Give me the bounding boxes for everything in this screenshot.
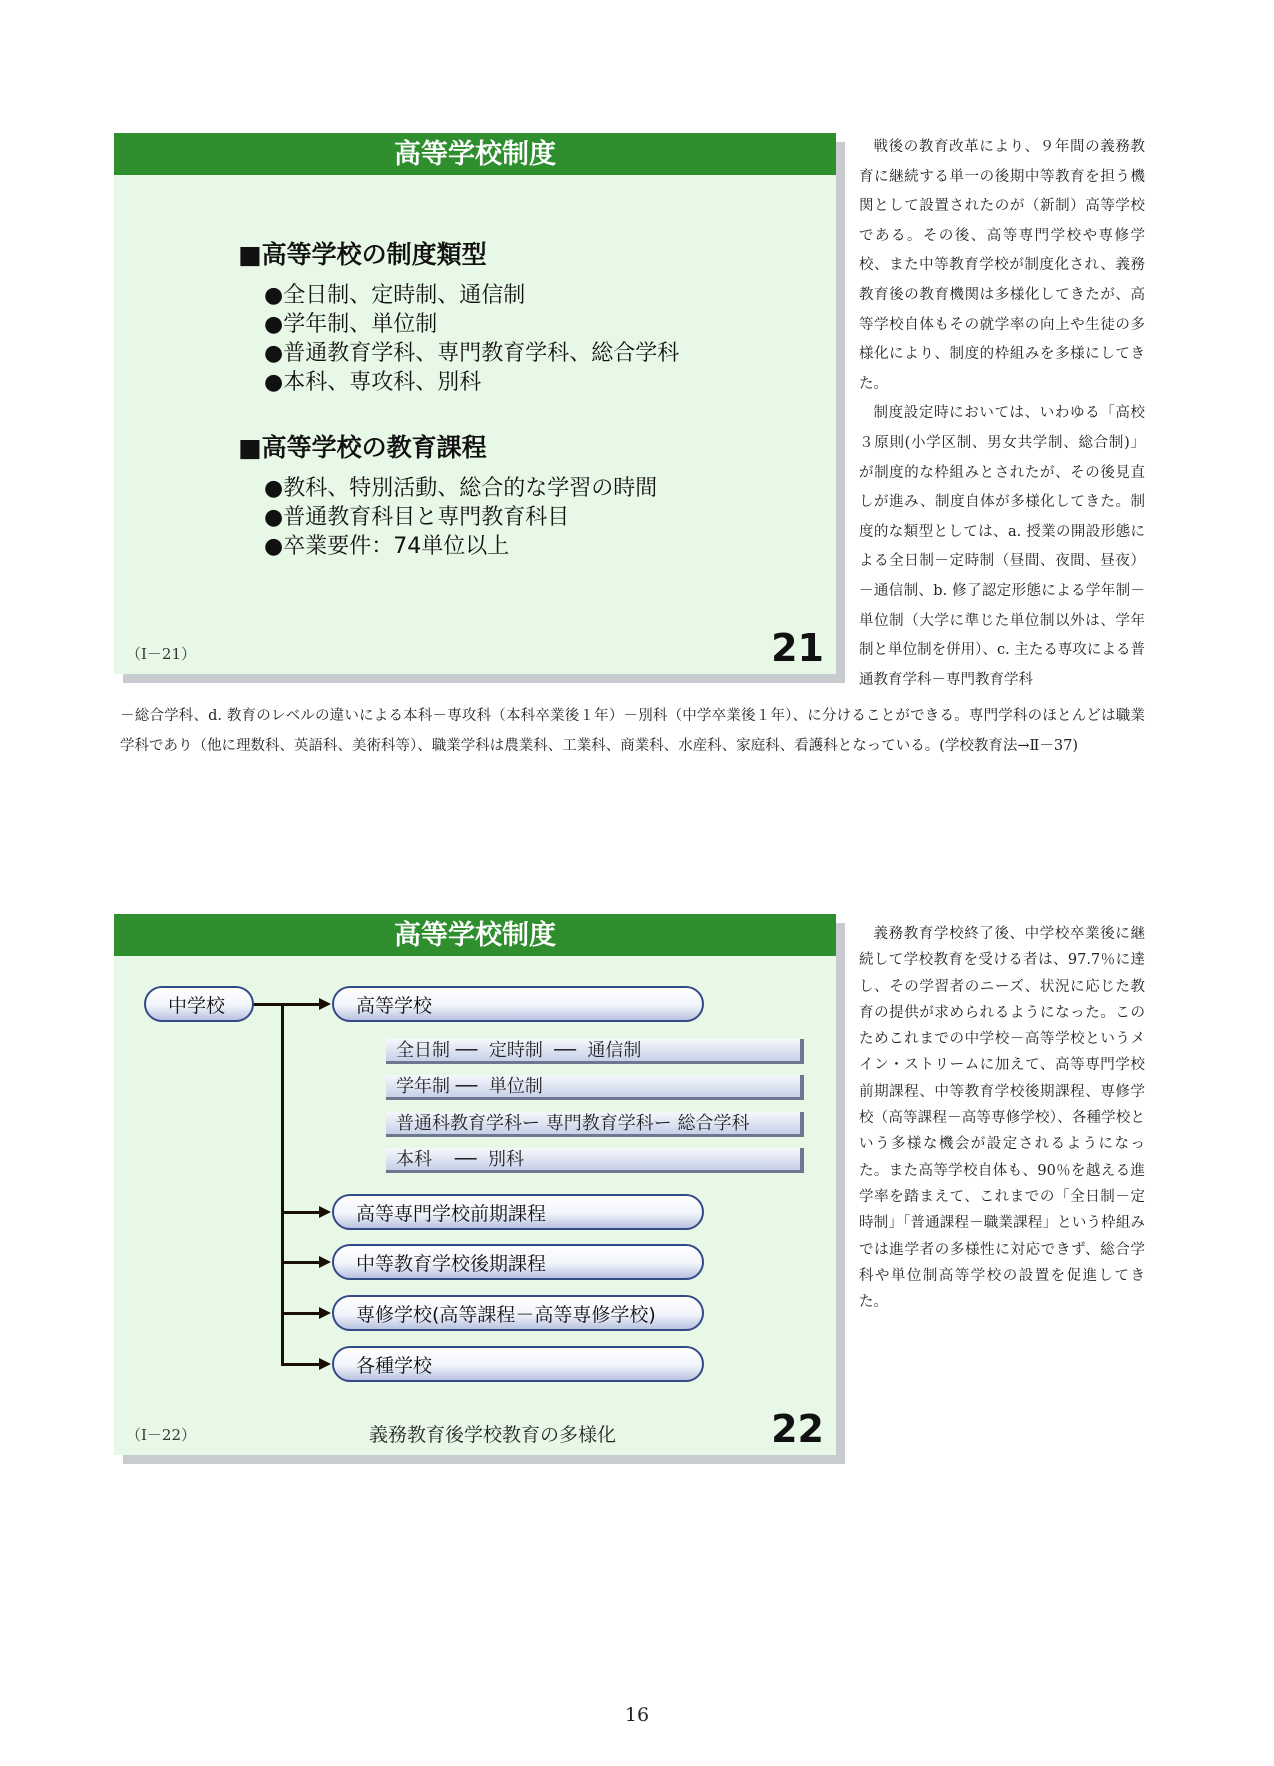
node-secondary-school: 中等教育学校後期課程	[332, 1244, 704, 1280]
arrow-icon	[319, 1206, 331, 1218]
node-high-school: 高等学校	[332, 986, 704, 1022]
connector-trunk	[281, 1328, 284, 1364]
text-column-1	[859, 133, 1145, 695]
subtype-row: 全日制 ── 定時制 ── 通信制	[386, 1039, 804, 1064]
list-item: ● 学年制、単位制	[264, 310, 679, 339]
slide-code: （Ⅰ－21）	[126, 645, 197, 663]
types-list	[264, 281, 679, 397]
paragraph: 戦後の教育改革により、９年間の義務教育に継続する単一の後期中等教育を担う機関として設置されたのが（新制）高等学校である。その後、高等専門学校や専修学校、また中等教育学校が制度化され、義務教育後の教育機関は多様化してきたが、高等学校自体もその就学率の向上や生徒の多様化により、制度的枠組みを多様にしてきた。	[859, 139, 1145, 392]
subtype-row: 普通科教育学科ー 専門教育学科ー 総合学科	[386, 1112, 804, 1137]
connector-line	[281, 1363, 321, 1366]
list-item: ● 全日制、定時制、通信制	[264, 281, 679, 310]
slide-number: 22	[771, 1407, 824, 1451]
slide-22	[114, 914, 836, 1455]
connector-line	[281, 1312, 321, 1315]
arrow-icon	[319, 1256, 331, 1268]
subtype-row: 学年制 ── 単位制	[386, 1075, 804, 1100]
arrow-icon	[319, 1307, 331, 1319]
node-specialized-school: 専修学校(高等課程－高等専修学校)	[332, 1295, 704, 1331]
text-continuation: －総合学科、d. 教育のレベルの違いによる本科－専攻科（本科卒業後１年）－別科（中学卒業後１年）、に分けることができる。専門学科のほとんどは職業学科であり（他に理数科、英語科、美術科等）、職業学科は農業科、工業科、商業科、水産科、家庭科、看護科となっている。(学校教育法→Ⅱ－37)	[120, 708, 1145, 754]
node-kosen: 高等専門学校前期課程	[332, 1194, 704, 1230]
node-junior-high: 中学校	[144, 986, 254, 1022]
list-item: ● 本科、専攻科、別科	[264, 368, 679, 397]
arrow-icon	[319, 1358, 331, 1370]
curriculum-list	[264, 474, 657, 561]
list-item: ● 普通教育科目と専門教育科目	[264, 503, 657, 532]
node-misc-school: 各種学校	[332, 1346, 704, 1382]
page-number: 16	[624, 1704, 650, 1726]
slide-21	[114, 133, 836, 674]
section-heading-curriculum: ■高等学校の教育課程	[238, 433, 487, 462]
slide-title: 高等学校制度	[114, 914, 836, 956]
subtype-row: 本科 ── 別科	[386, 1148, 804, 1173]
section-heading-types: ■高等学校の制度類型	[238, 240, 487, 269]
slide-code: （Ⅰ－22）	[126, 1426, 197, 1444]
slide-number: 21	[771, 626, 824, 670]
connector-line	[281, 1261, 321, 1264]
paragraph: 制度設定時においては、いわゆる「高校３原則(小学区制、男女共学制、総合制)」が制度的な枠組みとされたが、その後見直しが進み、制度自体が多様化してきた。制度的な類型としては、a. 授業の開設形態による全日制－定時制（昼間、夜間、昼夜）－通信制、b. 修了認定形態による学年制－単位制（大学に準じた単位制以外は、学年制と単位制を併用）、c. 主たる専攻による普通教育学科－専門教育学科	[859, 405, 1145, 688]
connector-trunk	[281, 1003, 284, 1330]
list-item: ● 教科、特別活動、総合的な学習の時間	[264, 474, 657, 503]
arrow-icon	[319, 998, 331, 1010]
connector-line	[281, 1211, 321, 1214]
text-column-2	[859, 921, 1145, 1315]
paragraph: 義務教育学校終了後、中学校卒業後に継続して学校教育を受ける者は、97.7％に達し、その学習者のニーズ、状況に応じた教育の提供が求められるようになった。このためこれまでの中学校－高等学校というメイン・ストリームに加えて、高等専門学校前期課程、中等教育学校後期課程、専修学校（高等課程－高等専修学校）、各種学校という多様な機会が設定されるようになった。また高等学校自体も、90％を越える進学率を踏まえて、これまでの「全日制－定時制」「普通課程－職業課程」という枠組みでは進学者の多様性に対応できず、総合学科や単位制高等学校の設置を促進してきた。	[859, 926, 1145, 1311]
connector-line	[281, 1003, 321, 1006]
slide-caption: 義務教育後学校教育の多様化	[369, 1424, 617, 1446]
slide-title: 高等学校制度	[114, 133, 836, 175]
list-item: ● 普通教育学科、専門教育学科、総合学科	[264, 339, 679, 368]
list-item: ● 卒業要件：74単位以上	[264, 532, 657, 561]
